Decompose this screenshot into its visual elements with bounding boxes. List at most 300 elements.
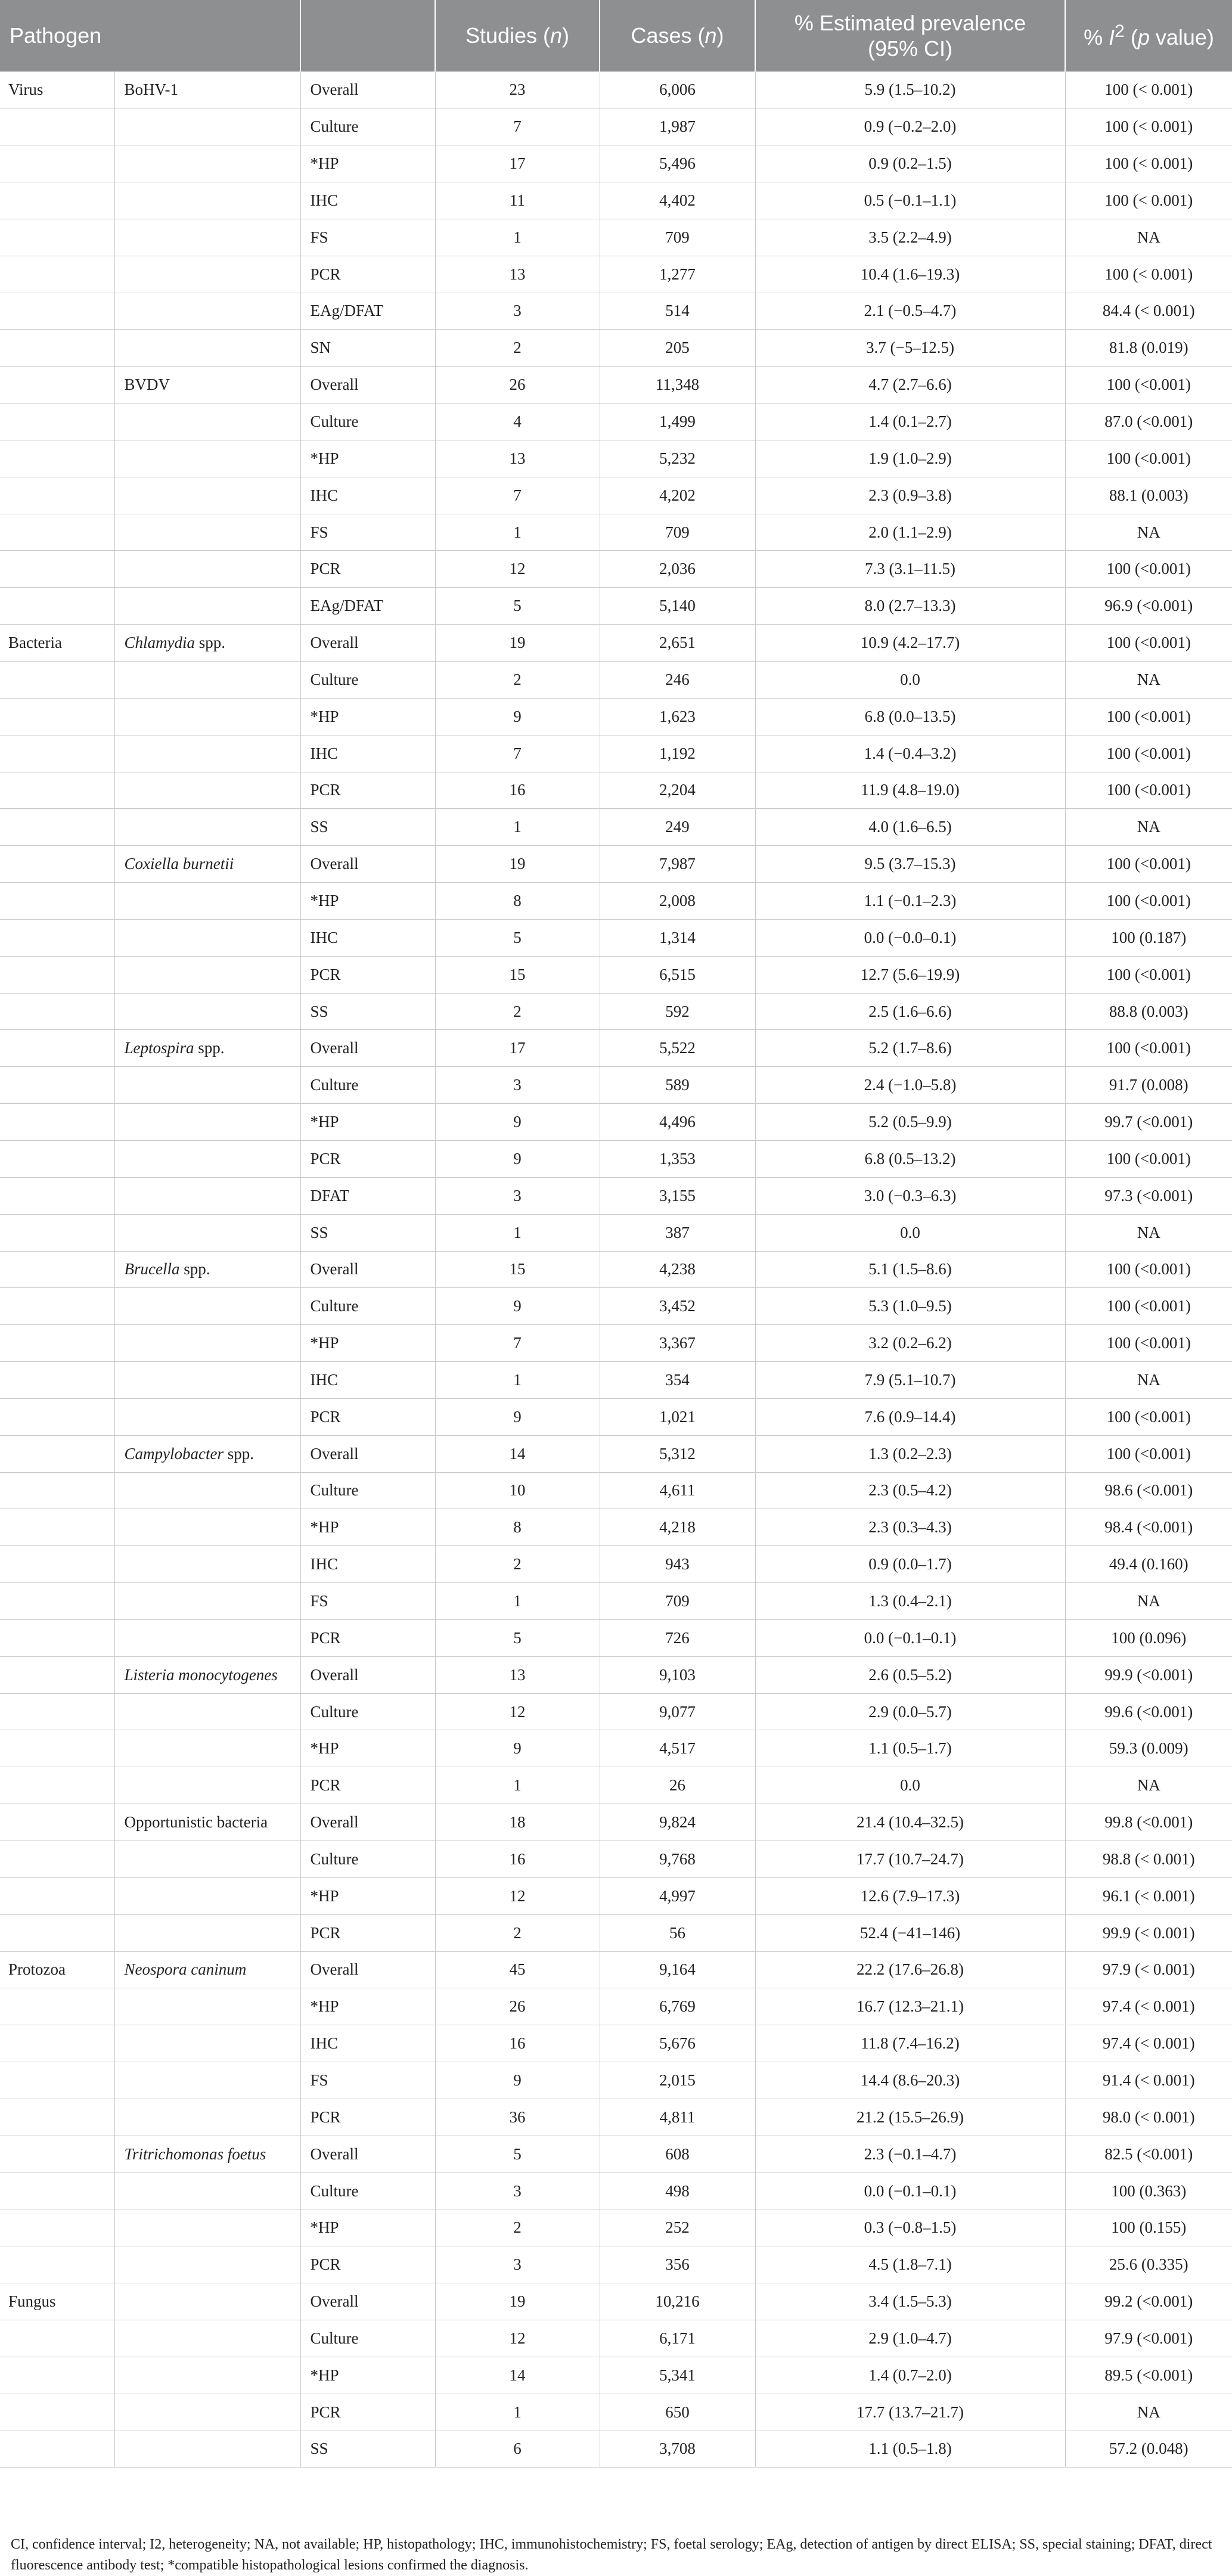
heterogeneity-cell: 57.2 (0.048)	[1065, 2431, 1232, 2468]
studies-cell: 3	[435, 293, 600, 330]
studies-cell: 9	[435, 1730, 600, 1767]
pathogen-cell	[114, 846, 300, 883]
prevalence-cell: 1.1 (0.5–1.7)	[755, 1730, 1065, 1767]
heterogeneity-cell: NA	[1065, 2394, 1232, 2431]
group-cell	[0, 2431, 114, 2468]
group-cell	[0, 551, 114, 588]
prevalence-cell: 3.5 (2.2–4.9)	[755, 219, 1065, 256]
group-cell	[0, 1509, 114, 1546]
cases-cell: 709	[600, 1583, 755, 1620]
pathogen-cell	[114, 1914, 300, 1951]
heterogeneity-cell: 100 (< 0.001)	[1065, 108, 1232, 145]
heterogeneity-cell: 97.9 (< 0.001)	[1065, 1951, 1232, 1988]
group-cell	[0, 293, 114, 330]
table-row	[0, 1767, 1232, 1804]
method-cell: Culture	[300, 2172, 435, 2209]
studies-cell: 26	[435, 367, 600, 404]
studies-cell: 17	[435, 145, 600, 182]
studies-cell: 3	[435, 1177, 600, 1214]
group-cell	[0, 182, 114, 219]
prevalence-cell: 17.7 (10.7–24.7)	[755, 1841, 1065, 1878]
cases-cell: 1,314	[600, 919, 755, 956]
method-cell: *HP	[300, 145, 435, 182]
table-row	[0, 1288, 1232, 1325]
group-cell	[0, 145, 114, 182]
method-cell: *HP	[300, 883, 435, 920]
heterogeneity-cell: 100 (<0.001)	[1065, 1288, 1232, 1325]
group-cell	[0, 514, 114, 551]
cases-cell: 3,367	[600, 1325, 755, 1362]
prevalence-cell: 3.0 (−0.3–6.3)	[755, 1177, 1065, 1214]
cases-cell: 5,140	[600, 588, 755, 625]
table-row	[0, 1030, 1232, 1067]
table-body	[0, 72, 1232, 2468]
pathogen-cell	[114, 698, 300, 735]
studies-cell: 15	[435, 1251, 600, 1288]
table-row	[0, 1509, 1232, 1546]
cases-cell: 252	[600, 2209, 755, 2246]
group-cell	[0, 1214, 114, 1251]
prevalence-cell: 0.0	[755, 662, 1065, 699]
group-cell	[0, 404, 114, 440]
heterogeneity-cell: 100 (<0.001)	[1065, 883, 1232, 920]
cases-cell: 9,103	[600, 1656, 755, 1693]
table-row	[0, 2062, 1232, 2099]
method-cell: PCR	[300, 1914, 435, 1951]
studies-cell: 6	[435, 2431, 600, 2468]
method-cell: SS	[300, 809, 435, 846]
group-cell	[0, 440, 114, 477]
pathogen-cell	[114, 2172, 300, 2209]
table-row	[0, 2431, 1232, 2468]
method-cell: IHC	[300, 477, 435, 514]
studies-cell: 14	[435, 1435, 600, 1472]
heterogeneity-cell: 88.8 (0.003)	[1065, 993, 1232, 1030]
group-cell: Virus	[0, 72, 114, 108]
method-cell: *HP	[300, 1877, 435, 1914]
prevalence-cell: 7.9 (5.1–10.7)	[755, 1362, 1065, 1399]
pathogen-cell	[114, 1804, 300, 1841]
method-cell: Overall	[300, 846, 435, 883]
table-row	[0, 1435, 1232, 1472]
pathogen-suffix: spp.	[223, 1444, 254, 1463]
table-row	[0, 1177, 1232, 1214]
prevalence-cell: 0.0	[755, 1767, 1065, 1804]
group-cell	[0, 956, 114, 993]
table-footnote: CI, confidence interval; I2, heterogeneity; NA, not available; HP, histopathology; IHC, immunohistochemistry; FS, foetal serology; EAg, detection of antigen by direct ELISA; SS, special staining; DFAT, direct fluorescence antibody test; *compatible histopathological lesions confirmed the diagnosis.	[11, 2537, 1212, 2573]
table-row	[0, 367, 1232, 404]
table-row	[0, 625, 1232, 662]
method-cell: PCR	[300, 1767, 435, 1804]
table-row	[0, 809, 1232, 846]
group-cell	[0, 2172, 114, 2209]
prevalence-cell: 4.0 (1.6–6.5)	[755, 809, 1065, 846]
group-cell	[0, 2320, 114, 2357]
table-row	[0, 1693, 1232, 1730]
cases-cell: 356	[600, 2246, 755, 2283]
heterogeneity-cell: 100 (0.187)	[1065, 919, 1232, 956]
pathogen-cell	[114, 2394, 300, 2431]
heterogeneity-cell: NA	[1065, 1362, 1232, 1399]
method-cell: *HP	[300, 2357, 435, 2394]
heterogeneity-cell: 100 (0.363)	[1065, 2172, 1232, 2209]
table-row	[0, 1398, 1232, 1435]
method-cell: IHC	[300, 182, 435, 219]
heterogeneity-cell: 98.4 (<0.001)	[1065, 1509, 1232, 1546]
group-cell	[0, 698, 114, 735]
studies-cell: 12	[435, 551, 600, 588]
table-row	[0, 2136, 1232, 2172]
pathogen-cell	[114, 551, 300, 588]
studies-cell: 9	[435, 1398, 600, 1435]
studies-cell: 45	[435, 1951, 600, 1988]
method-cell: IHC	[300, 1546, 435, 1583]
group-cell	[0, 1988, 114, 2025]
method-cell: SS	[300, 1214, 435, 1251]
cases-cell: 4,402	[600, 182, 755, 219]
group-cell	[0, 883, 114, 920]
table-row	[0, 1804, 1232, 1841]
table-row	[0, 1546, 1232, 1583]
prevalence-cell: 2.4 (−1.0–5.8)	[755, 1067, 1065, 1104]
heterogeneity-cell: 96.1 (< 0.001)	[1065, 1877, 1232, 1914]
heterogeneity-cell: 97.3 (<0.001)	[1065, 1177, 1232, 1214]
heterogeneity-cell: 100 (<0.001)	[1065, 1398, 1232, 1435]
heterogeneity-cell: 100 (0.155)	[1065, 2209, 1232, 2246]
studies-cell: 11	[435, 182, 600, 219]
group-cell	[0, 1362, 114, 1399]
pathogen-cell	[114, 2246, 300, 2283]
pathogen-cell	[114, 2209, 300, 2246]
heterogeneity-cell: 100 (<0.001)	[1065, 1140, 1232, 1177]
prevalence-cell: 5.3 (1.0–9.5)	[755, 1288, 1065, 1325]
table-row	[0, 846, 1232, 883]
pathogen-cell	[114, 219, 300, 256]
pathogen-cell	[114, 1767, 300, 1804]
studies-cell: 19	[435, 625, 600, 662]
table-row	[0, 145, 1232, 182]
pathogen-cell	[114, 1951, 300, 1988]
cases-cell: 249	[600, 809, 755, 846]
method-cell: Culture	[300, 2320, 435, 2357]
pathogen-name: Coxiella burnetii	[124, 855, 234, 873]
pathogen-cell	[114, 1583, 300, 1620]
studies-cell: 2	[435, 330, 600, 367]
group-cell	[0, 2209, 114, 2246]
studies-cell: 1	[435, 1583, 600, 1620]
cases-cell: 387	[600, 1214, 755, 1251]
heterogeneity-cell: 88.1 (0.003)	[1065, 477, 1232, 514]
pathogen-cell	[114, 1619, 300, 1656]
studies-cell: 3	[435, 2246, 600, 2283]
method-cell: *HP	[300, 1730, 435, 1767]
method-cell: Culture	[300, 1841, 435, 1878]
cases-cell: 5,496	[600, 145, 755, 182]
table-row	[0, 293, 1232, 330]
group-cell	[0, 2025, 114, 2062]
method-cell: EAg/DFAT	[300, 293, 435, 330]
cases-cell: 5,341	[600, 2357, 755, 2394]
heterogeneity-cell: 100 (< 0.001)	[1065, 145, 1232, 182]
method-cell: IHC	[300, 1362, 435, 1399]
prevalence-cell: 2.3 (0.9–3.8)	[755, 477, 1065, 514]
studies-cell: 16	[435, 772, 600, 809]
pathogen-cell	[114, 588, 300, 625]
pathogen-cell	[114, 1877, 300, 1914]
group-cell	[0, 108, 114, 145]
studies-cell: 9	[435, 1288, 600, 1325]
table-row	[0, 1362, 1232, 1399]
table-row	[0, 1841, 1232, 1878]
studies-cell: 1	[435, 1767, 600, 1804]
table-row	[0, 588, 1232, 625]
table-row	[0, 72, 1232, 108]
pathogen-cell	[114, 2283, 300, 2320]
heterogeneity-cell: 96.9 (<0.001)	[1065, 588, 1232, 625]
pathogen-cell	[114, 2025, 300, 2062]
cases-cell: 4,496	[600, 1104, 755, 1141]
table-row	[0, 2209, 1232, 2246]
pathogen-cell	[114, 182, 300, 219]
pathogen-name: Opportunistic bacteria	[124, 1813, 268, 1832]
studies-cell: 1	[435, 809, 600, 846]
method-cell: Overall	[300, 625, 435, 662]
studies-cell: 8	[435, 1509, 600, 1546]
studies-cell: 8	[435, 883, 600, 920]
table-row	[0, 2357, 1232, 2394]
table-row	[0, 1251, 1232, 1288]
prevalence-cell: 2.9 (1.0–4.7)	[755, 2320, 1065, 2357]
method-cell: Culture	[300, 404, 435, 440]
table-row	[0, 1214, 1232, 1251]
table-row	[0, 440, 1232, 477]
studies-cell: 2	[435, 993, 600, 1030]
heterogeneity-cell: 100 (<0.001)	[1065, 772, 1232, 809]
pathogen-cell	[114, 1841, 300, 1878]
group-cell	[0, 1140, 114, 1177]
group-cell	[0, 772, 114, 809]
pathogen-cell	[114, 625, 300, 662]
group-cell	[0, 662, 114, 699]
studies-cell: 12	[435, 1877, 600, 1914]
header-cases: Cases (n)	[600, 0, 755, 72]
pathogen-cell	[114, 1177, 300, 1214]
heterogeneity-cell: 100 (<0.001)	[1065, 735, 1232, 772]
pathogen-suffix: spp.	[195, 634, 226, 652]
heterogeneity-cell: 59.3 (0.009)	[1065, 1730, 1232, 1767]
table-row	[0, 330, 1232, 367]
method-cell: SS	[300, 993, 435, 1030]
heterogeneity-cell: NA	[1065, 809, 1232, 846]
cases-cell: 5,232	[600, 440, 755, 477]
table-row	[0, 1472, 1232, 1509]
pathogen-cell	[114, 514, 300, 551]
prevalence-cell: 1.1 (−0.1–2.3)	[755, 883, 1065, 920]
group-cell	[0, 256, 114, 293]
group-cell	[0, 1067, 114, 1104]
pathogen-cell	[114, 1362, 300, 1399]
method-cell: SN	[300, 330, 435, 367]
cases-cell: 246	[600, 662, 755, 699]
group-cell	[0, 1472, 114, 1509]
cases-cell: 592	[600, 993, 755, 1030]
group-cell	[0, 1288, 114, 1325]
table-row	[0, 772, 1232, 809]
cases-cell: 1,353	[600, 1140, 755, 1177]
studies-cell: 1	[435, 2394, 600, 2431]
heterogeneity-cell: 91.7 (0.008)	[1065, 1067, 1232, 1104]
group-cell	[0, 1914, 114, 1951]
studies-cell: 9	[435, 698, 600, 735]
header-studies: Studies (n)	[435, 0, 600, 72]
studies-cell: 2	[435, 1914, 600, 1951]
pathogen-cell	[114, 256, 300, 293]
prevalence-cell: 16.7 (12.3–21.1)	[755, 1988, 1065, 2025]
heterogeneity-cell: 100 (<0.001)	[1065, 1251, 1232, 1288]
prevalence-cell: 4.7 (2.7–6.6)	[755, 367, 1065, 404]
cases-cell: 2,036	[600, 551, 755, 588]
studies-cell: 1	[435, 1214, 600, 1251]
group-cell	[0, 330, 114, 367]
method-cell: Overall	[300, 1951, 435, 1988]
group-cell: Bacteria	[0, 625, 114, 662]
heterogeneity-cell: 97.4 (< 0.001)	[1065, 2025, 1232, 2062]
studies-cell: 18	[435, 1804, 600, 1841]
heterogeneity-cell: 100 (<0.001)	[1065, 846, 1232, 883]
group-cell	[0, 588, 114, 625]
table-row	[0, 956, 1232, 993]
cases-cell: 943	[600, 1546, 755, 1583]
prevalence-cell: 12.7 (5.6–19.9)	[755, 956, 1065, 993]
header-pathogen: Pathogen	[0, 0, 300, 72]
cases-cell: 2,015	[600, 2062, 755, 2099]
pathogen-cell	[114, 2320, 300, 2357]
prevalence-cell: 21.4 (10.4–32.5)	[755, 1804, 1065, 1841]
pathogen-name: BoHV-1	[124, 80, 179, 99]
group-cell	[0, 1767, 114, 1804]
heterogeneity-cell: 100 (<0.001)	[1065, 1435, 1232, 1472]
table-row	[0, 1988, 1232, 2025]
studies-cell: 1	[435, 514, 600, 551]
table-row	[0, 1325, 1232, 1362]
prevalence-cell: 0.9 (0.0–1.7)	[755, 1546, 1065, 1583]
cases-cell: 9,077	[600, 1693, 755, 1730]
heterogeneity-cell: NA	[1065, 1583, 1232, 1620]
prevalence-cell: 2.3 (−0.1–4.7)	[755, 2136, 1065, 2172]
cases-cell: 6,006	[600, 72, 755, 108]
prevalence-cell: 3.2 (0.2–6.2)	[755, 1325, 1065, 1362]
table-row	[0, 1104, 1232, 1141]
group-cell	[0, 919, 114, 956]
heterogeneity-cell: 89.5 (<0.001)	[1065, 2357, 1232, 2394]
studies-cell: 7	[435, 1325, 600, 1362]
heterogeneity-cell: 49.4 (0.160)	[1065, 1546, 1232, 1583]
studies-cell: 9	[435, 1104, 600, 1141]
pathogen-cell	[114, 2136, 300, 2172]
heterogeneity-cell: NA	[1065, 1767, 1232, 1804]
pathogen-cell	[114, 1509, 300, 1546]
table-row	[0, 514, 1232, 551]
group-cell: Protozoa	[0, 1951, 114, 1988]
prevalence-cell: 5.2 (0.5–9.9)	[755, 1104, 1065, 1141]
pathogen-cell	[114, 367, 300, 404]
method-cell: PCR	[300, 1619, 435, 1656]
table-row	[0, 662, 1232, 699]
prevalence-cell: 10.9 (4.2–17.7)	[755, 625, 1065, 662]
cases-cell: 6,769	[600, 1988, 755, 2025]
cases-cell: 5,676	[600, 2025, 755, 2062]
pathogen-cell	[114, 1988, 300, 2025]
prevalence-cell: 4.5 (1.8–7.1)	[755, 2246, 1065, 2283]
cases-cell: 354	[600, 1362, 755, 1399]
method-cell: Overall	[300, 1804, 435, 1841]
pathogen-cell	[114, 1030, 300, 1067]
pathogen-cell	[114, 1656, 300, 1693]
cases-cell: 498	[600, 2172, 755, 2209]
cases-cell: 1,277	[600, 256, 755, 293]
pathogen-cell	[114, 1288, 300, 1325]
heterogeneity-cell: 100 (0.096)	[1065, 1619, 1232, 1656]
group-cell	[0, 1030, 114, 1067]
cases-cell: 608	[600, 2136, 755, 2172]
heterogeneity-cell: 100 (< 0.001)	[1065, 182, 1232, 219]
cases-cell: 709	[600, 514, 755, 551]
table-row	[0, 735, 1232, 772]
pathogen-suffix: spp.	[194, 1039, 225, 1057]
table-row	[0, 1583, 1232, 1620]
prevalence-cell: 2.5 (1.6–6.6)	[755, 993, 1065, 1030]
heterogeneity-cell: 99.7 (<0.001)	[1065, 1104, 1232, 1141]
heterogeneity-cell: 100 (<0.001)	[1065, 625, 1232, 662]
prevalence-cell: 2.3 (0.5–4.2)	[755, 1472, 1065, 1509]
pathogen-cell	[114, 1140, 300, 1177]
table-row	[0, 404, 1232, 440]
table-row	[0, 477, 1232, 514]
prevalence-cell: 0.9 (0.2–1.5)	[755, 145, 1065, 182]
group-cell	[0, 1251, 114, 1288]
method-cell: PCR	[300, 1398, 435, 1435]
prevalence-cell: 1.4 (0.7–2.0)	[755, 2357, 1065, 2394]
pathogen-cell	[114, 735, 300, 772]
group-cell	[0, 1841, 114, 1878]
cases-cell: 4,811	[600, 2099, 755, 2136]
cases-cell: 7,987	[600, 846, 755, 883]
method-cell: *HP	[300, 440, 435, 477]
prevalence-cell: 11.8 (7.4–16.2)	[755, 2025, 1065, 2062]
prevalence-cell: 6.8 (0.0–13.5)	[755, 698, 1065, 735]
group-cell	[0, 809, 114, 846]
table-row	[0, 2246, 1232, 2283]
studies-cell: 5	[435, 2136, 600, 2172]
studies-cell: 17	[435, 1030, 600, 1067]
prevalence-cell: 22.2 (17.6–26.8)	[755, 1951, 1065, 1988]
cases-cell: 4,218	[600, 1509, 755, 1546]
studies-cell: 7	[435, 108, 600, 145]
prevalence-cell: 2.6 (0.5–5.2)	[755, 1656, 1065, 1693]
cases-cell: 2,008	[600, 883, 755, 920]
table-row	[0, 993, 1232, 1030]
group-cell	[0, 2357, 114, 2394]
method-cell: Culture	[300, 1693, 435, 1730]
heterogeneity-cell: 98.6 (<0.001)	[1065, 1472, 1232, 1509]
group-cell	[0, 2136, 114, 2172]
studies-cell: 2	[435, 2209, 600, 2246]
cases-cell: 4,202	[600, 477, 755, 514]
table-row	[0, 883, 1232, 920]
group-cell: Fungus	[0, 2283, 114, 2320]
method-cell: Overall	[300, 2283, 435, 2320]
prevalence-cell: 0.9 (−0.2–2.0)	[755, 108, 1065, 145]
